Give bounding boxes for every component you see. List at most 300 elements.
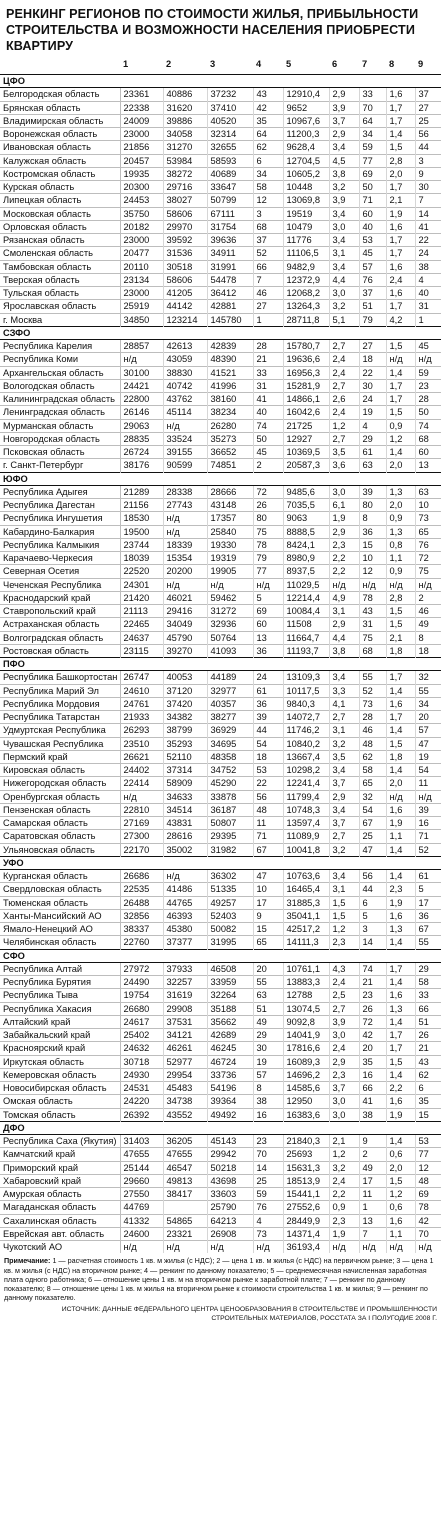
value-cell-3: 25790 [207,1201,253,1214]
table-row [0,1227,441,1240]
value-cell-8: 0,9 [386,419,415,432]
value-cell-5: 12927 [283,432,329,445]
value-cell-6: 5,1 [329,313,359,326]
value-cell-5: 13667,4 [283,750,329,763]
table-row [0,737,441,750]
value-cell-9: 49 [415,618,441,631]
value-cell-9: 68 [415,432,441,445]
value-cell-7: 21 [359,976,386,989]
table-row [0,406,441,419]
value-cell-7: 25 [359,830,386,843]
value-cell-9: 70 [415,1227,441,1240]
table-row [0,366,441,379]
value-cell-5: 12214,4 [283,591,329,604]
value-cell-1: 21289 [120,485,163,498]
value-cell-4: 72 [253,485,283,498]
value-cell-5: 16465,4 [283,883,329,896]
table-row [0,605,441,618]
region-header [0,326,441,339]
value-cell-5: 12068,2 [283,287,329,300]
value-cell-6: 1,9 [329,1227,359,1240]
value-cell-7: 69 [359,167,386,180]
value-cell-5: 28449,9 [283,1214,329,1227]
value-cell-6: 3,0 [329,1095,359,1108]
value-cell-7: 78 [359,591,386,604]
region-cell: Самарская область [0,817,120,830]
value-cell-5: 10117,5 [283,684,329,697]
value-cell-9: 26 [415,1029,441,1042]
value-cell-3: 33959 [207,976,253,989]
value-cell-2: 28616 [163,830,207,843]
value-cell-4: 20 [253,962,283,975]
table-row [0,790,441,803]
region-cell: Ульяновская область [0,843,120,856]
value-cell-9: 34 [415,697,441,710]
value-cell-3: 46508 [207,962,253,975]
value-cell-9: 23 [415,379,441,392]
value-cell-2: 35293 [163,737,207,750]
value-cell-9: 40 [415,287,441,300]
value-cell-4: 65 [253,936,283,949]
value-cell-2: 37377 [163,936,207,949]
value-cell-8: 0,6 [386,1148,415,1161]
value-cell-4: 78 [253,538,283,551]
value-cell-1: 30100 [120,366,163,379]
value-cell-4: 76 [253,1201,283,1214]
value-cell-5: 10298,2 [283,764,329,777]
value-cell-3: 145780 [207,313,253,326]
value-cell-6: 4,5 [329,154,359,167]
value-cell-3: 26280 [207,419,253,432]
value-cell-3: н/д [207,1241,253,1254]
value-cell-8: 1,2 [386,1188,415,1201]
value-cell-2: 41486 [163,883,207,896]
value-cell-3: 46724 [207,1055,253,1068]
region-cell: Камчатский край [0,1148,120,1161]
value-cell-8: 0,8 [386,538,415,551]
value-cell-6: 3,9 [329,1015,359,1028]
value-cell-2: 29416 [163,605,207,618]
value-cell-2: 47655 [163,1148,207,1161]
value-cell-6: 3,1 [329,605,359,618]
value-cell-5: 13069,8 [283,194,329,207]
value-cell-2: 29954 [163,1068,207,1081]
value-cell-6: 2,7 [329,379,359,392]
value-cell-5: 9840,3 [283,697,329,710]
value-cell-1: 26680 [120,1002,163,1015]
region-cell: Магаданская область [0,1201,120,1214]
value-cell-9: 57 [415,724,441,737]
value-cell-1: 21156 [120,499,163,512]
value-cell-4: 50 [253,432,283,445]
table-row [0,1174,441,1187]
value-cell-9: 65 [415,525,441,538]
value-cell-7: 38 [359,1108,386,1121]
value-cell-8: 1,5 [386,737,415,750]
value-cell-5: 10084,4 [283,605,329,618]
table-row [0,247,441,260]
value-cell-7: 37 [359,287,386,300]
value-cell-9: 53 [415,1135,441,1148]
value-cell-4: 26 [253,499,283,512]
value-cell-2: 43552 [163,1108,207,1121]
value-cell-3: 36929 [207,724,253,737]
value-cell-4: 38 [253,1095,283,1108]
value-cell-4: 52 [253,247,283,260]
value-cell-2: 52977 [163,1055,207,1068]
value-cell-6: 3,8 [329,167,359,180]
value-cell-6: 3,4 [329,764,359,777]
value-cell-8: 1,6 [386,287,415,300]
value-cell-8: 1,7 [386,300,415,313]
value-cell-5: 16042,6 [283,406,329,419]
table-row [0,1002,441,1015]
value-cell-3: 39364 [207,1095,253,1108]
value-cell-2: 40742 [163,379,207,392]
value-cell-8: 1,4 [386,843,415,856]
value-cell-8: 1,3 [386,1002,415,1015]
value-cell-3: 41996 [207,379,253,392]
value-cell-8: 0,9 [386,565,415,578]
value-cell-5: 11200,3 [283,128,329,141]
region-cell: Хабаровский край [0,1174,120,1187]
value-cell-2: 53984 [163,154,207,167]
value-cell-2: 23321 [163,1227,207,1240]
value-cell-7: 31 [359,618,386,631]
value-cell-3: 40689 [207,167,253,180]
value-cell-5: 10479 [283,220,329,233]
value-cell-7: 62 [359,750,386,763]
region-cell: Еврейская авт. область [0,1227,120,1240]
value-cell-8: 1,5 [386,1174,415,1187]
value-cell-9: 55 [415,684,441,697]
value-cell-6: 4,4 [329,273,359,286]
table-row [0,1188,441,1201]
notes [0,1253,441,1302]
value-cell-4: 54 [253,737,283,750]
value-cell-5: 14866,1 [283,393,329,406]
value-cell-6: 3,4 [329,141,359,154]
value-cell-9: 30 [415,181,441,194]
region-cell: Республика Татарстан [0,711,120,724]
value-cell-1: 27550 [120,1188,163,1201]
value-cell-9: 22 [415,234,441,247]
value-cell-9: 31 [415,300,441,313]
value-cell-1: 23115 [120,644,163,657]
value-cell-1: 18530 [120,512,163,525]
value-cell-3: 59462 [207,591,253,604]
value-cell-8: 2,4 [386,273,415,286]
value-cell-9: 8 [415,631,441,644]
value-cell-1: 19935 [120,167,163,180]
value-cell-9: 10 [415,499,441,512]
value-cell-2: 49813 [163,1174,207,1187]
value-cell-7: 74 [359,962,386,975]
value-cell-7: 32 [359,790,386,803]
value-cell-4: 11 [253,817,283,830]
value-cell-2: 31536 [163,247,207,260]
value-cell-1: 24490 [120,976,163,989]
table-row [0,260,441,273]
region-cell: Оренбургская область [0,790,120,803]
value-cell-2: 42613 [163,340,207,353]
value-cell-6: 1,9 [329,512,359,525]
value-cell-1: 26293 [120,724,163,737]
region-cell: Мурманская область [0,419,120,432]
value-cell-1: 20457 [120,154,163,167]
value-cell-7: 46 [359,724,386,737]
value-cell-8: 1,2 [386,432,415,445]
region-cell: Ленинградская область [0,406,120,419]
value-cell-7: 53 [359,234,386,247]
value-cell-5: 12950 [283,1095,329,1108]
region-cell: Красноярский край [0,1042,120,1055]
value-cell-9: 17 [415,896,441,909]
value-cell-7: 11 [359,1188,386,1201]
value-cell-3: 52403 [207,909,253,922]
value-cell-2: 54865 [163,1214,207,1227]
value-cell-5: 9482,9 [283,260,329,273]
value-cell-8: 1,6 [386,697,415,710]
value-cell-6: 2,1 [329,1135,359,1148]
value-cell-7: 52 [359,684,386,697]
value-cell-5: 12372,9 [283,273,329,286]
value-cell-1: 23000 [120,287,163,300]
value-cell-2: 40053 [163,671,207,684]
region-cell: Республика Хакасия [0,1002,120,1015]
value-cell-4: 8 [253,1082,283,1095]
value-cell-5: 9063 [283,512,329,525]
value-cell-1: 28835 [120,432,163,445]
value-cell-9: 56 [415,128,441,141]
table-row [0,538,441,551]
value-cell-2: 38830 [163,366,207,379]
value-cell-3: 38160 [207,393,253,406]
table-row [0,525,441,538]
value-cell-3: 67111 [207,207,253,220]
value-cell-1: 26146 [120,406,163,419]
region-cell: Иркутская область [0,1055,120,1068]
table-row [0,432,441,445]
table-row [0,141,441,154]
value-cell-1: 25402 [120,1029,163,1042]
value-cell-3: 45290 [207,777,253,790]
value-cell-6: 3,9 [329,194,359,207]
value-cell-6: 3,1 [329,247,359,260]
value-cell-9: 3 [415,154,441,167]
value-cell-4: 22 [253,777,283,790]
value-cell-6: н/д [329,578,359,591]
value-cell-6: 2,9 [329,128,359,141]
value-cell-5: 12788 [283,989,329,1002]
region-cell: Забайкальский край [0,1029,120,1042]
source-note: ИСТОЧНИК: ДАННЫЕ ФЕДЕРАЛЬНОГО ЦЕНТРА ЦЕНООБРАЗОВАНИЯ В СТРОИТЕЛЬСТВЕ И ПРОМЫШЛЕННОСТИ СТРОИТЕЛЬНЫХ МАТЕРИАЛОВ, РОССТАТА ЗА I ПОЛУГОДИЕ 2008 Г. [61,1305,437,1322]
value-cell-2: 39270 [163,644,207,657]
region-cell: Кемеровская область [0,1068,120,1081]
value-cell-9: 19 [415,750,441,763]
value-cell-7: 44 [359,883,386,896]
value-cell-8: 1,7 [386,181,415,194]
value-cell-3: 32977 [207,684,253,697]
value-cell-7: 54 [359,803,386,816]
region-cell: Калининградская область [0,393,120,406]
value-cell-6: 3,4 [329,671,359,684]
value-cell-7: 35 [359,1055,386,1068]
region-cell: Амурская область [0,1188,120,1201]
region-header [0,1121,441,1134]
value-cell-4: 55 [253,976,283,989]
value-cell-3: 50799 [207,194,253,207]
value-cell-9: 61 [415,870,441,883]
value-cell-5: 14072,7 [283,711,329,724]
value-cell-4: 47 [253,870,283,883]
value-cell-7: 40 [359,220,386,233]
value-cell-3: 50082 [207,923,253,936]
value-cell-3: 64213 [207,1214,253,1227]
value-cell-8: 0,9 [386,512,415,525]
table-row [0,1108,441,1121]
value-cell-5: 11746,2 [283,724,329,737]
value-cell-1: 23000 [120,128,163,141]
value-cell-4: 63 [253,989,283,1002]
value-cell-9: 67 [415,923,441,936]
table-row [0,909,441,922]
value-cell-4: 33 [253,366,283,379]
value-cell-2: 58606 [163,273,207,286]
value-cell-9: 72 [415,552,441,565]
value-cell-6: 1,2 [329,419,359,432]
table-row [0,234,441,247]
value-cell-4: 75 [253,525,283,538]
value-cell-9: 32 [415,671,441,684]
table-row [0,671,441,684]
value-cell-6: 3,5 [329,750,359,763]
value-cell-5: 18513,9 [283,1174,329,1187]
table-row [0,591,441,604]
value-cell-3: 33603 [207,1188,253,1201]
value-cell-5: 36193,4 [283,1241,329,1254]
value-cell-2 [163,1201,207,1214]
region-cell: Пензенская область [0,803,120,816]
region-cell: Республика Марий Эл [0,684,120,697]
value-cell-6: 2,4 [329,406,359,419]
value-cell-6: 4,4 [329,631,359,644]
value-cell-8: 1,6 [386,989,415,1002]
value-cell-7: 48 [359,737,386,750]
region-cell: Липецкая область [0,194,120,207]
region-cell: Тверская область [0,273,120,286]
value-cell-5: 12910,4 [283,88,329,101]
table-row [0,101,441,114]
value-cell-4: 2 [253,459,283,472]
value-cell-5: 7035,5 [283,499,329,512]
value-cell-7: 61 [359,446,386,459]
value-cell-2: 34049 [163,618,207,631]
value-cell-1: 25919 [120,300,163,313]
value-cell-5: 8424,1 [283,538,329,551]
value-cell-9: 24 [415,247,441,260]
value-cell-1: 21856 [120,141,163,154]
value-cell-7: 71 [359,194,386,207]
value-cell-9: 37 [415,88,441,101]
value-cell-4: 64 [253,128,283,141]
value-cell-2: 52110 [163,750,207,763]
table-row [0,817,441,830]
value-cell-8: 1,6 [386,1095,415,1108]
value-cell-9: 66 [415,1002,441,1015]
value-cell-2: 41205 [163,287,207,300]
value-cell-9: 62 [415,1068,441,1081]
value-cell-4: 53 [253,764,283,777]
value-cell-2: 34514 [163,803,207,816]
value-cell-6: 3,2 [329,181,359,194]
table-row [0,88,441,101]
value-cell-5: 8937,5 [283,565,329,578]
value-cell-1: н/д [120,790,163,803]
value-cell-6: 3,2 [329,737,359,750]
value-cell-2: 45790 [163,631,207,644]
value-cell-8: 1,5 [386,340,415,353]
value-cell-9: н/д [415,353,441,366]
value-cell-9: 15 [415,1108,441,1121]
value-cell-1: 24637 [120,631,163,644]
value-cell-3: 32264 [207,989,253,1002]
value-cell-6: 6,1 [329,499,359,512]
region-cell: Республика Алтай [0,962,120,975]
table-row [0,1015,441,1028]
value-cell-2: 20200 [163,565,207,578]
value-cell-9: 7 [415,194,441,207]
value-cell-8: 1,8 [386,750,415,763]
region-cell: Архангельская область [0,366,120,379]
value-cell-9: 29 [415,962,441,975]
value-cell-6: 2,7 [329,830,359,843]
value-cell-7: 14 [359,936,386,949]
value-cell-2: 28338 [163,485,207,498]
value-cell-2: 29970 [163,220,207,233]
value-cell-4: 71 [253,830,283,843]
value-cell-4: 18 [253,750,283,763]
value-cell-9: 43 [415,1055,441,1068]
value-cell-5: 9485,6 [283,485,329,498]
value-cell-7: 10 [359,552,386,565]
region-cell: Новосибирская область [0,1082,120,1095]
value-cell-1: 24301 [120,578,163,591]
table-row [0,167,441,180]
value-cell-3: 32314 [207,128,253,141]
value-cell-6: 0,9 [329,1201,359,1214]
value-cell-3: 38277 [207,711,253,724]
value-cell-9: 58 [415,976,441,989]
value-cell-4: 14 [253,1161,283,1174]
value-cell-6: 2,2 [329,1188,359,1201]
value-cell-5: 11089,9 [283,830,329,843]
region-cell: Курганская область [0,870,120,883]
value-cell-4: 9 [253,909,283,922]
region-cell: Московская область [0,207,120,220]
value-cell-4: 5 [253,591,283,604]
value-cell-4: 1 [253,313,283,326]
table-row [0,684,441,697]
value-cell-8: н/д [386,578,415,591]
value-cell-3: 36412 [207,287,253,300]
value-cell-6: 3,0 [329,220,359,233]
value-cell-6: 2,2 [329,565,359,578]
table-row [0,499,441,512]
value-cell-8: 1,7 [386,393,415,406]
region-cell: Республика Саха (Якутия) [0,1135,120,1148]
value-cell-6: 3,1 [329,724,359,737]
